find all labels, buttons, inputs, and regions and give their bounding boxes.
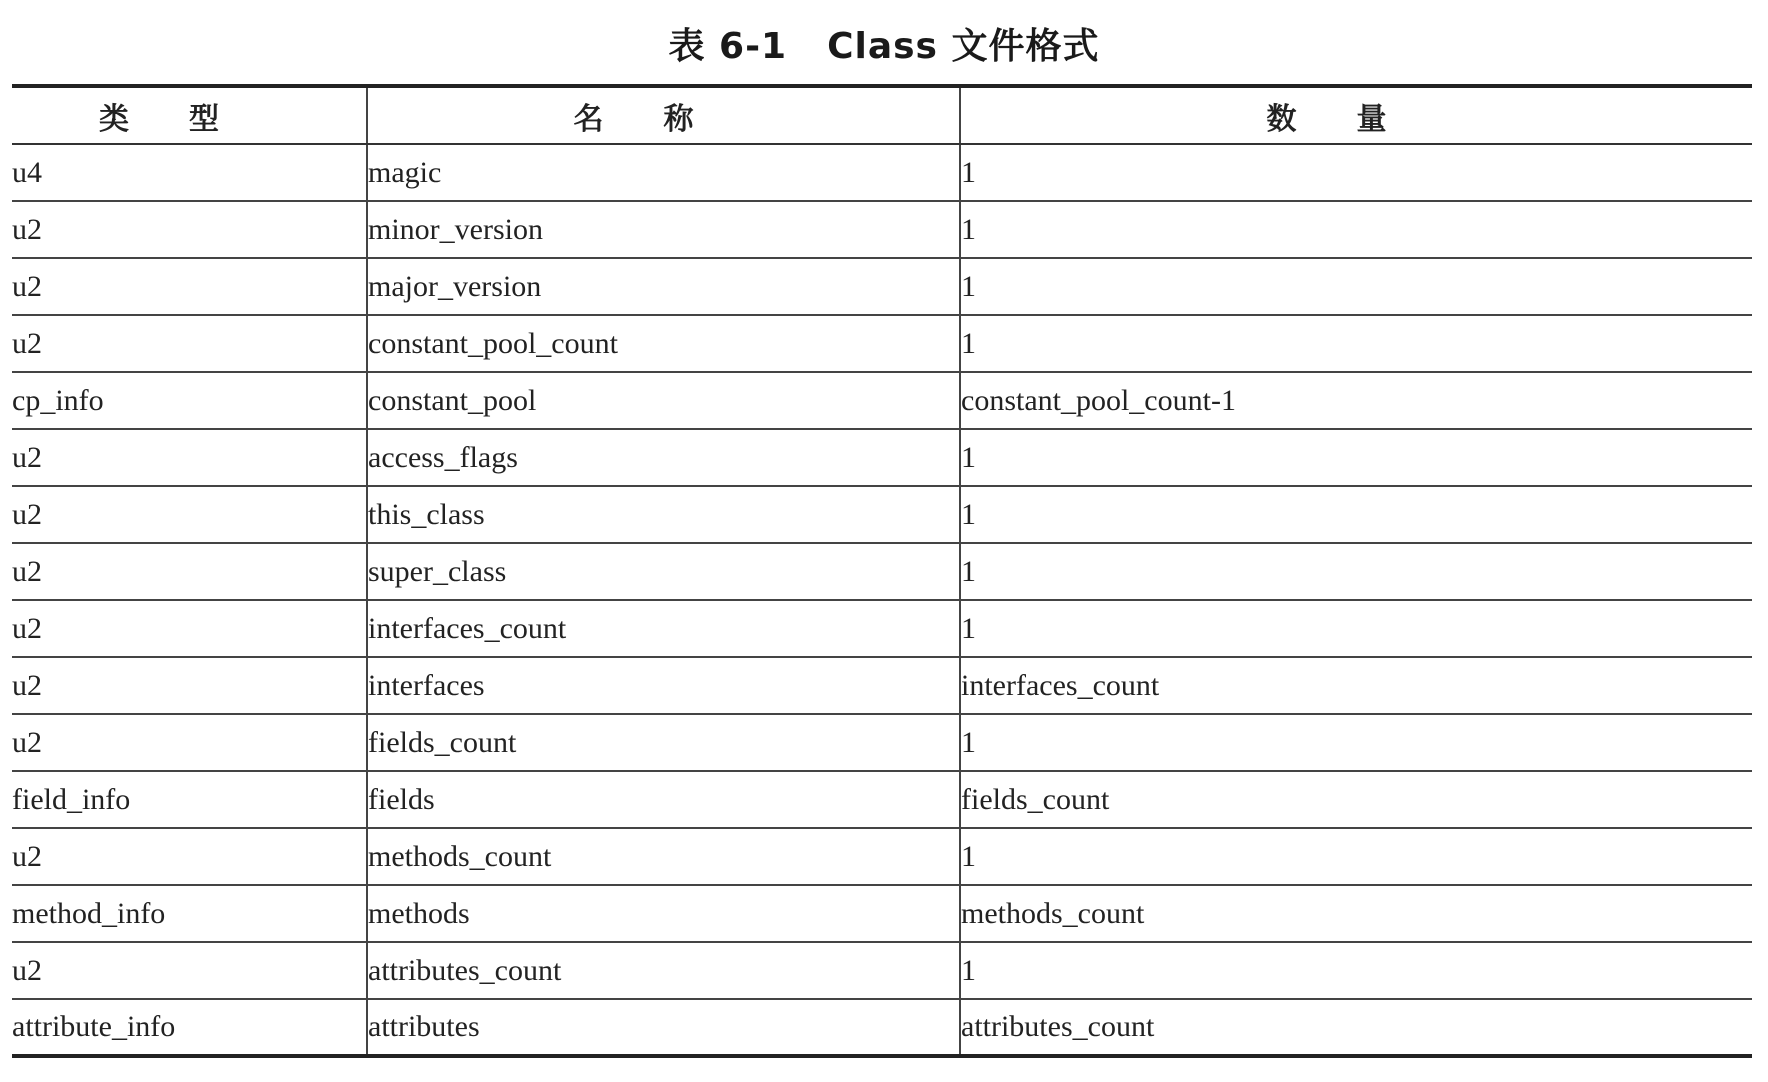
- cell-count: 1: [960, 543, 1752, 600]
- cell-type: method_info: [12, 885, 367, 942]
- table-row: [12, 999, 1752, 1056]
- cell-count: 1: [960, 714, 1752, 771]
- table-row: [12, 600, 1752, 657]
- cell-type: u2: [12, 201, 367, 258]
- cell-name: major_version: [367, 258, 960, 315]
- cell-count: 1: [960, 144, 1752, 201]
- table-row: [12, 714, 1752, 771]
- table-row: [12, 144, 1752, 201]
- header-type: 类型: [12, 86, 367, 144]
- table-row: [12, 201, 1752, 258]
- table-row: [12, 885, 1752, 942]
- cell-name: constant_pool_count: [367, 315, 960, 372]
- table-number: 表 6-1: [668, 26, 788, 67]
- cell-count: 1: [960, 828, 1752, 885]
- cell-name: access_flags: [367, 429, 960, 486]
- cell-count: fields_count: [960, 771, 1752, 828]
- cell-type: u2: [12, 657, 367, 714]
- cell-name: methods_count: [367, 828, 960, 885]
- cell-name: minor_version: [367, 201, 960, 258]
- table-row: [12, 828, 1752, 885]
- cell-type: u2: [12, 600, 367, 657]
- table-row: [12, 543, 1752, 600]
- table-row: [12, 372, 1752, 429]
- cell-type: u2: [12, 486, 367, 543]
- table-row: [12, 429, 1752, 486]
- cell-name: interfaces: [367, 657, 960, 714]
- cell-count: attributes_count: [960, 999, 1752, 1056]
- table-caption: [0, 18, 1768, 69]
- cell-name: this_class: [367, 486, 960, 543]
- cell-type: u2: [12, 828, 367, 885]
- cell-name: fields_count: [367, 714, 960, 771]
- cell-name: constant_pool: [367, 372, 960, 429]
- cell-name: interfaces_count: [367, 600, 960, 657]
- table-row: [12, 657, 1752, 714]
- header-row: [12, 86, 1752, 144]
- cell-name: fields: [367, 771, 960, 828]
- cell-name: magic: [367, 144, 960, 201]
- cell-count: interfaces_count: [960, 657, 1752, 714]
- table-row: [12, 942, 1752, 999]
- table-row: [12, 258, 1752, 315]
- cell-type: field_info: [12, 771, 367, 828]
- cell-type: u2: [12, 315, 367, 372]
- cell-name: methods: [367, 885, 960, 942]
- cell-type: attribute_info: [12, 999, 367, 1056]
- cell-count: 1: [960, 258, 1752, 315]
- cell-type: cp_info: [12, 372, 367, 429]
- cell-count: 1: [960, 429, 1752, 486]
- header-name: 名称: [367, 86, 960, 144]
- cell-count: 1: [960, 486, 1752, 543]
- cell-name: attributes: [367, 999, 960, 1056]
- table-title: Class 文件格式: [827, 26, 1100, 67]
- table-row: [12, 315, 1752, 372]
- cell-type: u4: [12, 144, 367, 201]
- table-row: [12, 486, 1752, 543]
- cell-count: 1: [960, 201, 1752, 258]
- cell-name: super_class: [367, 543, 960, 600]
- cell-type: u2: [12, 258, 367, 315]
- cell-type: u2: [12, 714, 367, 771]
- cell-type: u2: [12, 543, 367, 600]
- cell-count: 1: [960, 942, 1752, 999]
- cell-count: 1: [960, 600, 1752, 657]
- class-file-format-table: [12, 84, 1752, 1058]
- cell-type: u2: [12, 942, 367, 999]
- cell-count: methods_count: [960, 885, 1752, 942]
- cell-name: attributes_count: [367, 942, 960, 999]
- header-count: 数量: [960, 86, 1752, 144]
- cell-count: constant_pool_count-1: [960, 372, 1752, 429]
- table-row: [12, 771, 1752, 828]
- cell-count: 1: [960, 315, 1752, 372]
- cell-type: u2: [12, 429, 367, 486]
